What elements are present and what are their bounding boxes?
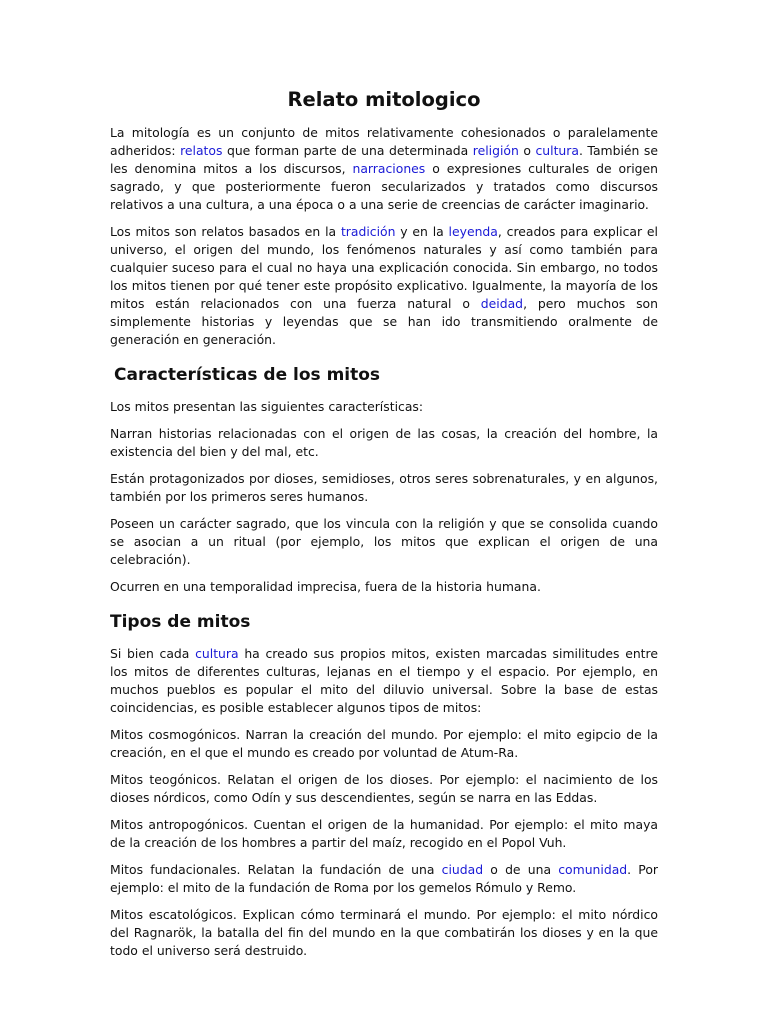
section1-paragraph-1: Los mitos presentan las siguientes características: [110,399,424,414]
section2-paragraph-5: Mitos fundacionales. Relatan la fundación de una ciudad o de una comunidad. Por ejemplo: el mito de la fundación de Roma por los gemelos Rómulo y Remo. [110,862,659,895]
link-leyenda[interactable]: leyenda [448,224,498,239]
link-comunidad[interactable]: comunidad [558,862,628,877]
section2-paragraph-4: Mitos antropogónicos. Cuentan el origen de la humanidad. Por ejemplo: el mito maya de la creación de los hombres a partir del maíz, recogido en el Popol Vuh. [110,817,658,850]
link-religion[interactable]: religión [472,143,519,158]
section1-paragraph-4: Poseen un carácter sagrado, que los vincula con la religión y que se consolida cuando se asocian a un ritual (por ejemplo, los mitos que explican el origen de una celebración). [110,516,658,567]
intro-paragraph-1: La mitología es un conjunto de mitos relativamente cohesionados o paralelamente adheridos: relatos que forman parte de una determinada religión o cultura. También se les denomina mitos a los discursos, narraciones o expresiones culturales de origen sagrado, y que posteriormente fueron secularizados y tratados como discursos relativos a una cultura, a una época o a una serie de creencias de carácter imaginario. [110,125,658,212]
section1-paragraph-2: Narran historias relacionadas con el origen de las cosas, la creación del hombre, la existencia del bien y del mal, etc. [110,426,658,459]
section-heading-caracteristicas: Características de los mitos [114,365,381,385]
link-tradicion[interactable]: tradición [340,224,396,239]
link-ciudad[interactable]: ciudad [441,862,484,877]
document-title: Relato mitologico [287,88,481,111]
link-cultura[interactable]: cultura [535,143,579,158]
intro-paragraph-2: Los mitos son relatos basados en la tradición y en la leyenda, creados para explicar el universo, el origen del mundo, los fenómenos naturales y así como también para cualquier suceso para el cual no haya una explicación conocida. Sin embargo, no todos los mitos tienen por qué tener este propósito explicativo. Igualmente, la mayoría de los mitos están relacionados con una fuerza natural o deidad, pero muchos son simplemente historias y leyendas que se han ido transmitiendo oralmente de generación en generación. [110,224,658,347]
link-deidad[interactable]: deidad [480,296,524,311]
section2-paragraph-2: Mitos cosmogónicos. Narran la creación del mundo. Por ejemplo: el mito egipcio de la creación, en el que el mundo es creado por voluntad de Atum-Ra. [110,727,658,760]
link-relatos[interactable]: relatos [180,143,223,158]
section1-paragraph-5: Ocurren en una temporalidad imprecisa, fuera de la historia humana. [110,579,541,594]
section2-paragraph-6: Mitos escatológicos. Explican cómo terminará el mundo. Por ejemplo: el mito nórdico del Ragnarök, la batalla del fin del mundo en la que combatirán los dioses y en la que todo el universo será destruido. [110,907,658,958]
link-cultura-2[interactable]: cultura [195,646,239,661]
section-heading-tipos: Tipos de mitos [110,612,251,632]
link-narraciones[interactable]: narraciones [352,161,426,176]
section2-paragraph-1: Si bien cada cultura ha creado sus propios mitos, existen marcadas similitudes entre los mitos de diferentes culturas, lejanas en el tiempo y el espacio. Por ejemplo, en muchos pueblos es popular el mito del diluvio universal. Sobre la base de estas coincidencias, es posible establecer algunos tipos de mitos: [110,646,658,715]
section2-paragraph-3: Mitos teogónicos. Relatan el origen de los dioses. Por ejemplo: el nacimiento de los dioses nórdicos, como Odín y sus descendientes, según se narra en las Eddas. [110,772,658,805]
document-body [110,86,658,969]
section1-paragraph-3: Están protagonizados por dioses, semidioses, otros seres sobrenaturales, y en algunos, también por los primeros seres humanos. [110,471,658,504]
